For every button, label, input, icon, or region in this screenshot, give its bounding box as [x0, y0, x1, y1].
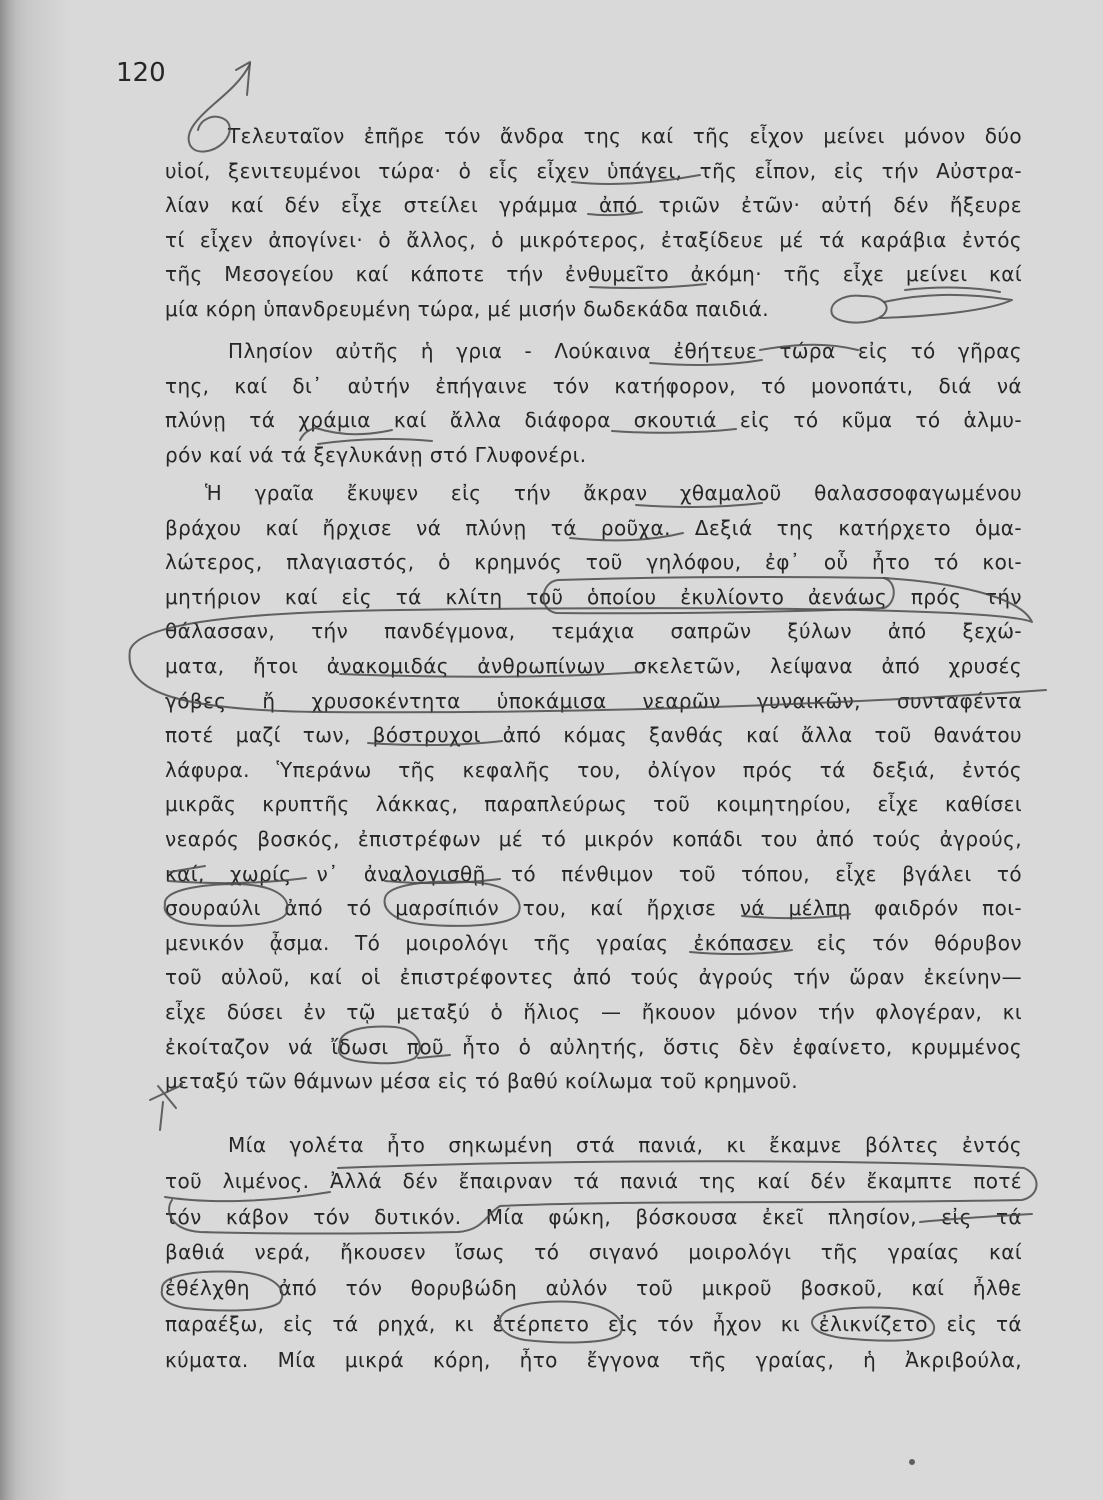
text-line: μικρᾶς κρυπτῆς λάκκας, παραπλεύρως τοῦ κοιμητηρίου, εἶχε καθίσει [165, 792, 1022, 817]
text-line: ποτέ μαζί των, βόστρυχοι ἀπό κόμας ξανθάς καί ἄλλα τοῦ θανάτου [165, 723, 1022, 748]
text-line: ἐθέλχθη ἀπό τόν θορυβώδη αὐλόν τοῦ μικροῦ βοσκοῦ, καί ἦλθε [165, 1276, 1022, 1301]
text-line: μενικόν ᾆσμα. Τό μοιρολόγι τῆς γραίας ἐκόπασεν εἰς τόν θόρυβον [165, 930, 1022, 955]
text-line: Τελευταῖον ἐπῆρε τόν ἄνδρα της καί τῆς εἶχον μείνει μόνον δύο [228, 124, 1022, 148]
paragraph [165, 476, 1022, 1099]
paragraph [165, 1128, 1022, 1379]
text-line: ἐκοίταζον νά ἴδωσι ποῦ ἦτο ὁ αὐλητής, ὅστις δὲν ἐφαίνετο, κρυμμένος [165, 1034, 1022, 1059]
text-line: τί εἶχεν ἀπογίνει· ὁ ἄλλος, ὁ μικρότερος, ἐταξίδευε μέ τά καράβια ἐντός [165, 227, 1022, 252]
text-line: τόν κάβον τόν δυτικόν. Μία φώκη, βόσκουσα ἐκεῖ πλησίον, εἰς τά [165, 1204, 1022, 1229]
text-line: λώτερος, πλαγιαστός, ὁ κρημνός τοῦ γηλόφου, ἐφ᾿ οὗ ἦτο τό κοι- [165, 550, 1022, 575]
text-line: ματα, ἤτοι ἀνακομιδάς ἀνθρωπίνων σκελετῶν, λείψανα ἀπό χρυσές [165, 653, 1022, 678]
text-line: τῆς Μεσογείου καί κάποτε τήν ἐνθυμεῖτο ἀκόμη· τῆς εἶχε μείνει καί [165, 262, 1022, 287]
text-line: βαθιά νερά, ἤκουσεν ἴσως τό σιγανό μοιρολόγι τῆς γραίας καί [165, 1240, 1022, 1265]
text-line: εἶχε δύσει ἐν τῷ μεταξύ ὁ ἥλιος — ἤκουον μόνον τήν φλογέραν, κι [165, 999, 1022, 1024]
text-line: γόβες ἤ χρυσοκέντητα ὑποκάμισα νεαρῶν γυναικῶν, συνταφέντα [165, 688, 1022, 713]
text-line: της, καί δι᾿ αὐτήν ἐπήγαινε τόν κατήφορον, τό μονοπάτι, διά νά [165, 373, 1022, 398]
text-line: πλύνῃ τά χράμια καί ἄλλα διάφορα σκουτιά εἰς τό κῦμα τό ἁλμυ- [165, 408, 1022, 433]
text-line: Μία γολέτα ἦτο σηκωμένη στά πανιά, κι ἔκαμνε βόλτες ἐντός [228, 1133, 1022, 1157]
text-line: τοῦ αὐλοῦ, καί οἱ ἐπιστρέφοντες ἀπό τούς ἀγρούς τήν ὥραν ἐκείνην— [165, 965, 1022, 990]
page-number: 120 [116, 58, 166, 88]
text-line: θάλασσαν, τήν πανδέγμονα, τεμάχια σαπρῶν ξύλων ἀπό ξεχώ- [165, 619, 1022, 644]
pencil-dot [910, 1460, 914, 1464]
text-line: Πλησίον αὐτῆς ἡ γρια - Λούκαινα ἐθήτευε τώρα εἰς τό γῆρας [228, 339, 1022, 363]
text-line: νεαρός βοσκός, ἐπιστρέφων μέ τό μικρόν κοπάδι του ἀπό τούς ἀγρούς, [165, 826, 1022, 851]
text-line: παραέξω, εἰς τά ρηχά, κι ἐτέρπετο εἰς τόν ἦχον κι ἐλικνίζετο εἰς τά [165, 1311, 1022, 1336]
text-line: λάφυρα. Ὑπεράνω τῆς κεφαλῆς του, ὀλίγον πρός τά δεξιά, ἐντός [165, 757, 1022, 782]
paragraph [165, 119, 1022, 327]
text-line: ρόν καί νά τά ξεγλυκάνῃ στό Γλυφονέρι. [165, 442, 587, 467]
paragraph [165, 334, 1022, 472]
text-line: μεταξύ τῶν θάμνων μέσα εἰς τό βαθύ κοίλωμα τοῦ κρημνοῦ. [165, 1069, 798, 1094]
text-line: μία κόρη ὑπανδρευμένη τώρα, μέ μισήν δωδεκάδα παιδιά. [165, 296, 769, 321]
text-line: μητήριον καί εἰς τά κλίτη τοῦ ὁποίου ἐκυλίοντο ἀενάως πρός τήν [165, 584, 1022, 609]
text-line: τοῦ λιμένος. Ἀλλά δέν ἔπαιρναν τά πανιά της καί δέν ἔκαμπτε ποτέ [165, 1168, 1022, 1193]
text-line: βράχου καί ἤρχισε νά πλύνῃ τά ροῦχα. Δεξιά της κατήρχετο ὁμα- [165, 515, 1022, 540]
text-line: Ἡ γραῖα ἔκυψεν εἰς τήν ἄκραν χθαμαλοῦ θαλασσοφαγωμένου [205, 481, 1022, 505]
text-line: κύματα. Μία μικρά κόρη, ἦτο ἔγγονα τῆς γραίας, ἡ Ἀκριβούλα, [165, 1347, 1022, 1372]
pencil-page-mark [236, 62, 250, 95]
text-line: υἱοί, ξενιτευμένοι τώρα· ὁ εἷς εἶχεν ὑπάγει, τῆς εἶπον, εἰς τήν Αὐστρα- [165, 158, 1022, 183]
text-line: λίαν καί δέν εἶχε στείλει γράμμα ἀπό τριῶν ἐτῶν· αὐτή δέν ἤξευρε [165, 193, 1022, 218]
text-line: σουραύλι ἀπό τό μαρσίπιόν του, καί ἤρχισε νά μέλπῃ φαιδρόν ποι- [165, 896, 1022, 921]
page-gutter-shadow [0, 0, 70, 1500]
text-line: καί, χωρίς ν᾿ ἀναλογισθῇ τό πένθιμον τοῦ τόπου, εἶχε βγάλει τό [165, 861, 1022, 886]
